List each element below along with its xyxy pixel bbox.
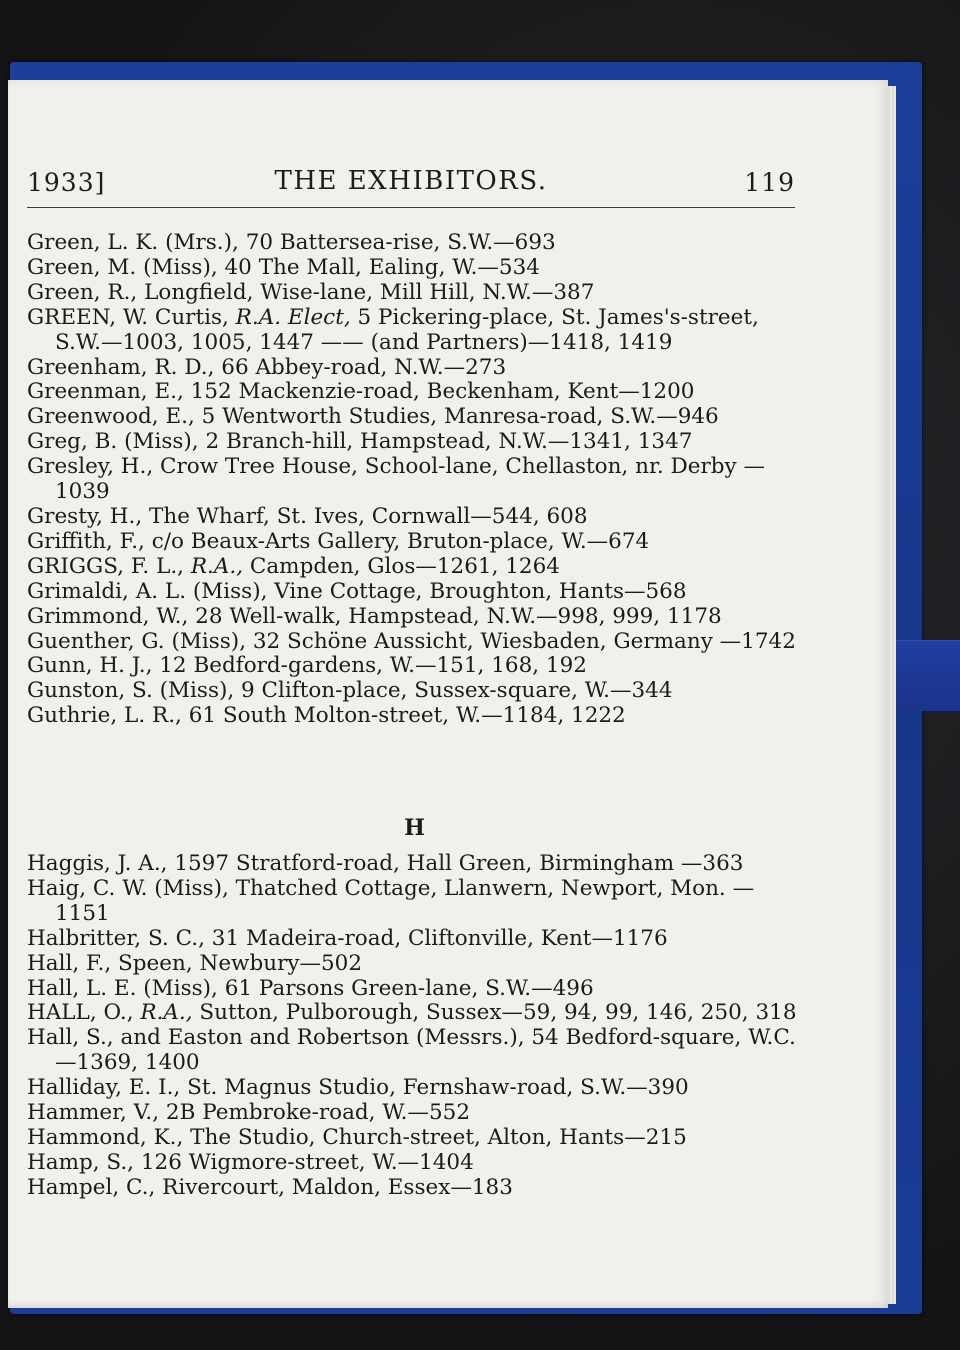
exhibitor-entry [27,605,802,630]
header-rule [27,207,795,208]
entry-text-continued: Campden, Glos—1261, 1264 [243,553,560,579]
entry-text: Griffith, F., c/o Beaux-Arts Gallery, Bruton-place, W.—674 [27,528,650,554]
entry-title-italic: R.A., [190,553,244,579]
entry-text: Green, R., Longfield, Wise-lane, Mill Hill, N.W.—387 [27,279,595,305]
entry-text: Greg, B. (Miss), 2 Branch-hill, Hampstead, N.W.—1341, 1347 [27,429,693,455]
entry-text: Guenther, G. (Miss), 32 Schöne Aussicht, Wiesbaden, Germany —1742 [27,628,796,654]
entry-text: Gresley, H., Crow Tree House, School-lane, Chellaston, nr. Derby —1039 [27,454,766,505]
entry-text: GRIGGS, F. L., [27,553,191,579]
exhibitor-entry [27,455,802,505]
entry-text: Hammer, V., 2B Pembroke-road, W.—552 [27,1100,471,1126]
entry-text: Hamp, S., 126 Wigmore-street, W.—1404 [27,1149,474,1175]
exhibitor-entry [27,679,802,704]
exhibitor-entry [27,1026,802,1076]
exhibitor-entry [27,877,802,927]
entry-text: Halliday, E. I., St. Magnus Studio, Fernshaw-road, S.W.—390 [27,1075,689,1101]
entry-text: Green, L. K. (Mrs.), 70 Battersea-rise, S.W.—693 [27,230,556,255]
header-year: 1933] [27,168,106,197]
entry-text: Haig, C. W. (Miss), Thatched Cottage, Llanwern, Newport, Mon. —1151 [27,875,755,926]
entries-g-list [27,231,802,729]
bookmark-ribbon [893,640,960,711]
entry-text: Halbritter, S. C., 31 Madeira-road, Cliftonville, Kent—1176 [27,925,668,951]
entry-title-italic: R.A. Elect, [235,304,351,330]
entry-text: Greenman, E., 152 Mackenzie-road, Beckenham, Kent—1200 [27,379,695,405]
entry-text: Green, M. (Miss), 40 The Mall, Ealing, W.—534 [27,254,540,280]
entry-text: Hall, L. E. (Miss), 61 Parsons Green-lane, S.W.—496 [27,975,594,1001]
exhibitor-entry [27,1151,802,1176]
entry-title-italic: R.A., [140,1000,193,1026]
exhibitor-entry [27,430,802,455]
exhibitor-entry [27,231,802,256]
exhibitor-entry [27,852,802,877]
exhibitor-entry [27,580,802,605]
exhibitor-entry [27,380,802,405]
entry-text: HALL, O., [27,1000,141,1026]
exhibitor-entry [27,977,802,1002]
entry-text: Hammond, K., The Studio, Church-street, Alton, Hants—215 [27,1124,687,1150]
entries-h-list [27,852,802,1201]
exhibitor-entry [27,952,802,977]
header-title: THE EXHIBITORS. [274,166,548,196]
exhibitor-entry [27,306,802,356]
exhibitor-entry [27,405,802,430]
exhibitor-entry [27,505,802,530]
exhibitor-entry [27,1176,802,1201]
exhibitor-entry [27,654,802,679]
entry-text: GREEN, W. Curtis, [27,304,236,330]
exhibitor-entry [27,555,802,580]
page-number: 119 [744,168,795,197]
exhibitor-entry [27,530,802,555]
entry-text-continued: 5 Pickering-place, St. James's-street, S.W.—1003, 1005, 1447 —— (and Partners)—1418, 1419 [55,304,759,355]
exhibitor-entry [27,704,802,729]
entry-text: Gunn, H. J., 12 Bedford-gardens, W.—151, 168, 192 [27,653,587,679]
entry-text-continued: Sutton, Pulborough, Sussex—59, 94, 99, 146, 250, 318 [192,1000,797,1026]
exhibitor-entry [27,256,802,281]
entry-text: Hall, S., and Easton and Robertson (Messrs.), 54 Bedford-square, W.C.—1369, 1400 [27,1025,796,1076]
entry-text: Hampel, C., Rivercourt, Maldon, Essex—183 [27,1174,513,1200]
exhibitor-entry [27,1101,802,1126]
entry-text: Gunston, S. (Miss), 9 Clifton-place, Sussex-square, W.—344 [27,678,673,704]
exhibitor-entry [27,927,802,952]
exhibitor-entry [27,630,802,655]
entry-text: Greenwood, E., 5 Wentworth Studies, Manresa-road, S.W.—946 [27,404,719,430]
entry-text: Haggis, J. A., 1597 Stratford-road, Hall Green, Birmingham —363 [27,851,744,876]
entry-text: Gresty, H., The Wharf, St. Ives, Cornwall—544, 608 [27,503,588,529]
entry-text: Grimaldi, A. L. (Miss), Vine Cottage, Broughton, Hants—568 [27,578,687,604]
exhibitor-entry [27,281,802,306]
entry-text: Hall, F., Speen, Newbury—502 [27,950,363,976]
section-letter: H [404,815,425,841]
running-header [27,164,795,200]
exhibitor-entry [27,1001,802,1026]
exhibitor-entry [27,1126,802,1151]
entry-text: Greenham, R. D., 66 Abbey-road, N.W.—273 [27,354,507,380]
exhibitor-entry [27,1076,802,1101]
exhibitor-entry [27,356,802,381]
entry-text: Guthrie, L. R., 61 South Molton-street, W.—1184, 1222 [27,703,626,729]
entry-text: Grimmond, W., 28 Well-walk, Hampstead, N.W.—998, 999, 1178 [27,603,722,629]
